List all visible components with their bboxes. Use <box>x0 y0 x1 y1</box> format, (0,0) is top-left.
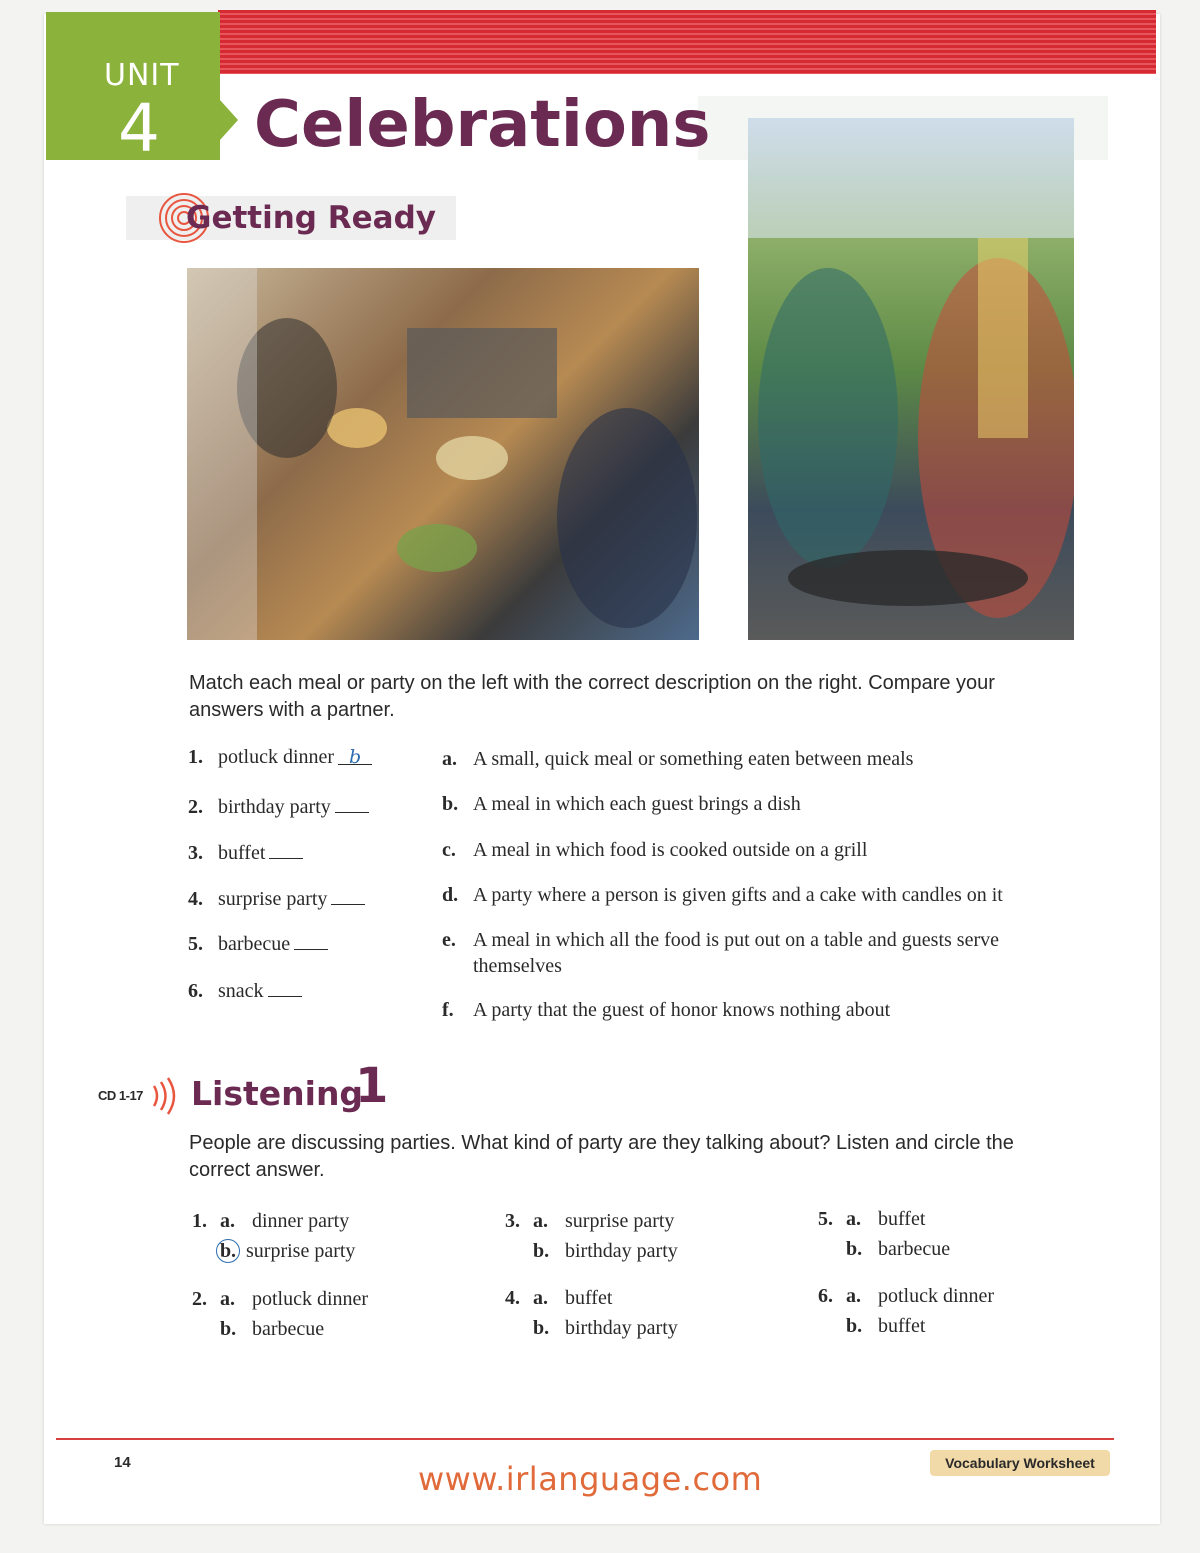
item-number: 4. <box>188 888 203 910</box>
list-item <box>188 794 369 819</box>
photo-barbecue <box>748 118 1074 640</box>
option-b-text[interactable]: barbecue <box>878 1238 951 1260</box>
option-a-text[interactable]: potluck dinner <box>252 1288 369 1310</box>
matching-instructions: Match each meal or party on the left with the correct description on the right. Compare your answers with a partner. <box>189 672 995 721</box>
listening-heading: Listening <box>191 1074 364 1113</box>
list-item <box>442 927 1033 979</box>
description-text: A meal in which each guest brings a dish <box>473 793 801 815</box>
option-a-text[interactable]: buffet <box>565 1287 613 1309</box>
item-number: 3. <box>188 842 203 864</box>
getting-ready-heading: Getting Ready <box>186 200 436 236</box>
list-item <box>188 931 328 956</box>
description-text: A meal in which all the food is put out on a table and guests serve themselves <box>473 929 999 977</box>
description-text: A party where a person is given gifts and a cake with candles on it <box>473 884 1003 906</box>
option-b-label: b. <box>533 1240 550 1262</box>
item-term: snack <box>218 980 264 1002</box>
photo-party-kitchen <box>187 268 699 640</box>
question-5 <box>818 1204 950 1264</box>
vocabulary-worksheet-badge: Vocabulary Worksheet <box>930 1450 1110 1476</box>
item-number: 2. <box>188 796 203 818</box>
list-item <box>442 882 1093 908</box>
item-term: potluck dinner <box>218 746 335 768</box>
answer-blank[interactable] <box>331 886 365 905</box>
option-a-text[interactable]: surprise party <box>565 1210 675 1232</box>
option-b-text[interactable]: barbecue <box>252 1318 325 1340</box>
item-number: 6. <box>188 980 203 1002</box>
option-a-label: a. <box>220 1210 235 1232</box>
option-b-label: b. <box>220 1318 237 1340</box>
option-a-label: a. <box>846 1208 861 1230</box>
option-b-label: b. <box>846 1315 863 1337</box>
option-a-label: a. <box>533 1210 548 1232</box>
description-text: A small, quick meal or something eaten between meals <box>473 748 914 770</box>
option-b-text[interactable]: buffet <box>878 1315 926 1337</box>
description-letter: c. <box>442 839 456 861</box>
item-term: surprise party <box>218 888 328 910</box>
question-number: 6. <box>818 1285 833 1307</box>
question-number: 5. <box>818 1208 833 1230</box>
option-a-text[interactable]: buffet <box>878 1208 926 1230</box>
answer-blank[interactable] <box>335 794 369 813</box>
option-a-label: a. <box>220 1288 235 1310</box>
option-b-label: b. <box>533 1317 550 1339</box>
description-text: A party that the guest of honor knows nothing about <box>473 999 891 1021</box>
item-number: 5. <box>188 933 203 955</box>
option-a-text[interactable]: dinner party <box>252 1210 350 1232</box>
answer-blank[interactable] <box>269 840 303 859</box>
option-b-text[interactable]: surprise party <box>246 1240 356 1262</box>
footer-divider <box>56 1438 1114 1440</box>
answer-blank[interactable] <box>268 978 302 997</box>
description-letter: d. <box>442 884 459 906</box>
watermark-url: www.irlanguage.com <box>418 1460 763 1498</box>
unit-number: 4 <box>118 90 160 167</box>
question-number: 2. <box>192 1288 207 1310</box>
question-4 <box>505 1283 678 1343</box>
question-1 <box>192 1206 355 1266</box>
list-item <box>442 746 1093 772</box>
list-item <box>442 791 1093 817</box>
question-number: 3. <box>505 1210 520 1232</box>
description-letter: e. <box>442 929 456 951</box>
description-letter: b. <box>442 793 459 815</box>
question-2 <box>192 1284 368 1344</box>
list-item <box>188 746 372 769</box>
item-term: buffet <box>218 842 266 864</box>
option-a-label: a. <box>846 1285 861 1307</box>
page-number: 14 <box>114 1454 131 1471</box>
unit-label: UNIT <box>104 58 180 93</box>
list-item <box>442 837 1093 863</box>
option-b-label: b. <box>846 1238 863 1260</box>
option-b-text[interactable]: birthday party <box>565 1240 678 1262</box>
listening-number: 1 <box>355 1058 389 1114</box>
question-3 <box>505 1206 678 1266</box>
header-stripes <box>218 10 1156 74</box>
list-item <box>442 997 1093 1023</box>
answer-blank[interactable]: b <box>338 746 372 765</box>
description-text: A meal in which food is cooked outside on a grill <box>473 839 868 861</box>
item-term: barbecue <box>218 933 291 955</box>
item-term: birthday party <box>218 796 331 818</box>
unit-badge-arrow <box>220 100 238 140</box>
item-number: 1. <box>188 746 203 768</box>
cd-track-label: CD 1-17 <box>98 1088 143 1103</box>
page-title: Celebrations <box>254 88 711 162</box>
list-item <box>188 840 303 865</box>
description-letter: f. <box>442 999 454 1021</box>
list-item <box>188 978 302 1003</box>
answer-blank[interactable] <box>294 931 328 950</box>
listening-instructions: People are discussing parties. What kind of party are they talking about? Listen and circle the correct answer. <box>189 1132 1014 1181</box>
description-letter: a. <box>442 748 457 770</box>
question-number: 4. <box>505 1287 520 1309</box>
option-a-label: a. <box>533 1287 548 1309</box>
option-b-text[interactable]: birthday party <box>565 1317 678 1339</box>
list-item <box>188 886 365 911</box>
question-number: 1. <box>192 1210 207 1232</box>
audio-waves-icon <box>150 1076 182 1116</box>
option-a-text[interactable]: potluck dinner <box>878 1285 995 1307</box>
question-6 <box>818 1281 994 1341</box>
circled-option-b-label[interactable]: b. <box>216 1239 240 1263</box>
